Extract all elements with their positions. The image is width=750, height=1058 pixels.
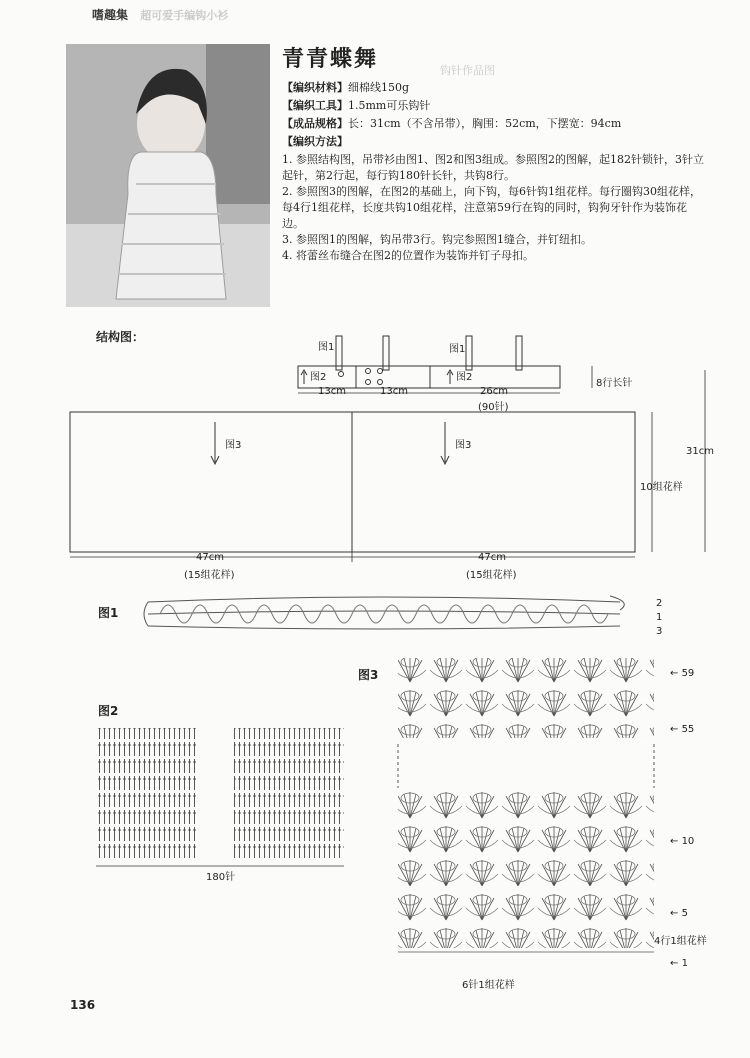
body-label-fig3-a: 图3 <box>225 440 242 451</box>
width-47cm-b: 47cm <box>478 552 506 563</box>
figure3-repeat-stitches: 6针1组花样 <box>462 980 515 991</box>
figure3-row-55: ← 55 <box>670 724 695 735</box>
width-13cm-b: 13cm <box>380 386 408 397</box>
yoke-label-fig2-b: 图2 <box>456 372 473 383</box>
width-47cm-a-sub: (15组花样) <box>184 570 235 581</box>
page-number: 136 <box>70 998 96 1012</box>
figure1-row-3: 3 <box>656 626 663 637</box>
method-label: 【编织方法】 <box>282 135 348 148</box>
method-step: 4. 将蕾丝布缝合在图2的位置作为装饰并钉子母扣。 <box>282 249 534 262</box>
body-label-fig3-b: 图3 <box>455 440 472 451</box>
structure-diagram <box>0 330 750 585</box>
width-13cm-a: 13cm <box>318 386 346 397</box>
figure3-row-59: ← 59 <box>670 668 695 679</box>
materials-value: 细棉线150g <box>348 81 410 94</box>
pattern-count-10: 10组花样 <box>640 482 683 493</box>
series-title: 嗜趣集 超可爱手编钩小衫 <box>92 8 229 22</box>
height-31cm: 31cm <box>686 446 714 457</box>
method-step: 边。 <box>282 217 304 230</box>
figure1-strap-chart <box>140 588 640 640</box>
figure2-stitch-count: 180针 <box>206 872 236 883</box>
materials-line <box>282 80 722 96</box>
yoke-label-fig2-a: 图2 <box>310 372 327 383</box>
figure1-label: 图1 <box>98 606 119 620</box>
tools-line <box>282 98 722 114</box>
method-step: 起针，第2行起，每行钩180针长针，共钩8行。 <box>282 169 515 182</box>
size-label: 【成品规格】 <box>282 117 348 130</box>
size-line <box>282 116 722 132</box>
method-step: 1. 参照结构图，吊带衫由图1、图2和图3组成。参照图2的图解，起182针锁针，3针立 <box>282 153 704 166</box>
width-26cm: 26cm <box>480 386 508 397</box>
faint-bleed-text: 钩针作品图 <box>440 64 495 77</box>
tools-label: 【编织工具】 <box>282 99 348 112</box>
width-47cm-a: 47cm <box>196 552 224 563</box>
tools-value: 1.5mm可乐钩针 <box>348 99 431 112</box>
figure3-lace-chart <box>392 652 662 972</box>
figure3-repeat-rows: 4行1组花样 <box>654 936 707 947</box>
size-value: 长：31cm（不含吊带），胸围：52cm，下摆宽：94cm <box>348 117 622 130</box>
figure2-yoke-chart <box>92 724 352 874</box>
strap-label-fig1-a: 图1 <box>318 342 335 353</box>
faint-header-text: 超可爱手编钩小衫 <box>140 9 229 22</box>
figure1-row-1: 1 <box>656 612 663 623</box>
method-step: 每4行1组花样，长度共钩10组花样，注意第59行在钩的同时，钩狗牙针作为装饰花 <box>282 201 687 214</box>
method-step: 2. 参照图3的图解，在图2的基础上，向下钩，每6针钩1组花样。每行圈钩30组花样， <box>282 185 701 198</box>
figure3-label: 图3 <box>358 668 379 682</box>
figure2-label: 图2 <box>98 704 119 718</box>
strap-label-fig1-b: 图1 <box>449 344 466 355</box>
width-47cm-b-sub: (15组花样) <box>466 570 517 581</box>
figure3-row-1: ← 1 <box>670 958 688 969</box>
materials-label: 【编织材料】 <box>282 81 348 94</box>
method-step: 3. 参照图1的图解，钩吊带3行。钩完参照图1缝合，并钉纽扣。 <box>282 233 592 246</box>
figure3-row-10: ← 10 <box>670 836 695 847</box>
model-photo <box>66 44 270 307</box>
figure3-row-5: ← 5 <box>670 908 688 919</box>
method-steps <box>282 152 732 264</box>
figure1-row-2: 2 <box>656 598 663 609</box>
structure-label: 结构图： <box>96 330 145 344</box>
pattern-title: 青青蝶舞 <box>282 47 379 72</box>
width-26cm-stitches: (90针) <box>478 402 509 413</box>
rows-8-label: 8行长针 <box>596 378 633 389</box>
